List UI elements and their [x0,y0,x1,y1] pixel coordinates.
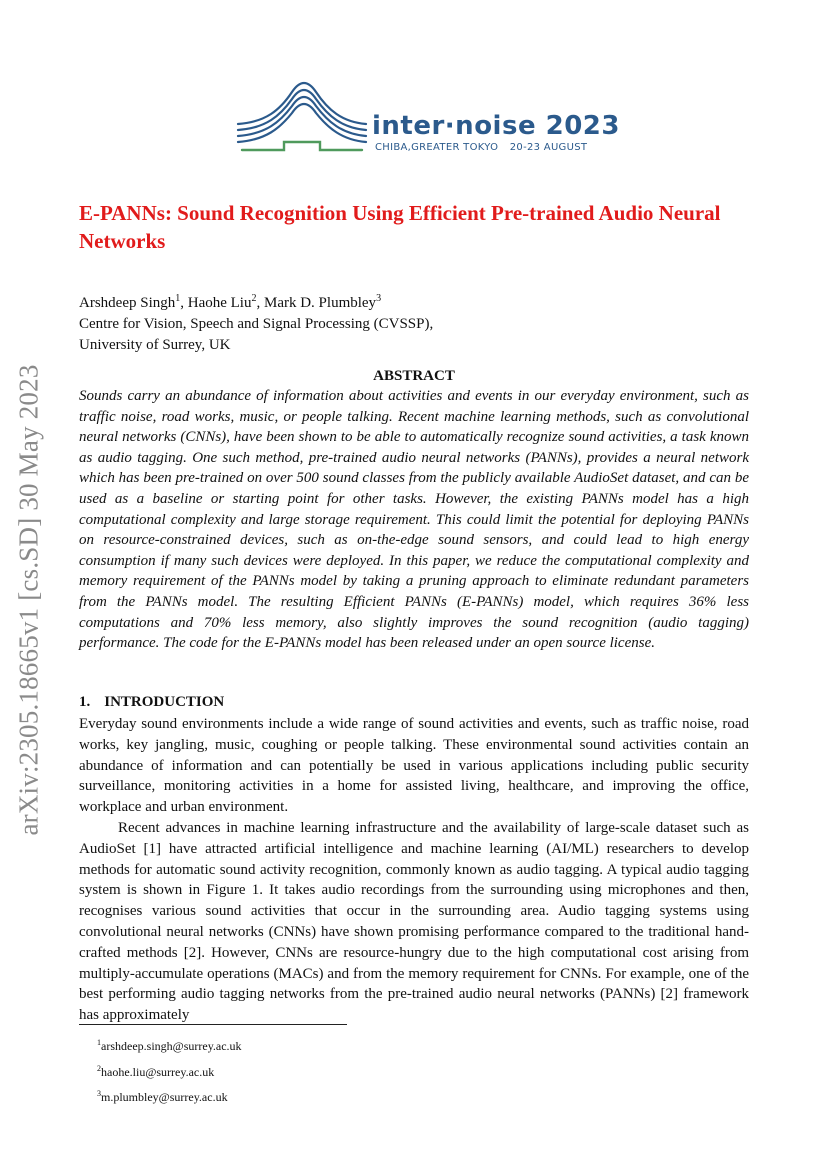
author-name: Haohe Liu [187,295,252,311]
footnote [97,1083,242,1109]
affiliation-line: University of Surrey, UK [79,337,231,353]
footnote-email: arshdeep.singh@surrey.ac.uk [101,1039,242,1053]
section-number: 1. [79,694,91,710]
abstract-heading: ABSTRACT [373,368,455,384]
footnote-email: haohe.liu@surrey.ac.uk [101,1064,215,1079]
conference-name: inter·noise 2023 [372,111,620,141]
conference-dates: 20-23 AUGUST [509,142,588,153]
conference-location: CHIBA,GREATER TOKYO [375,142,499,153]
footnote-mark: 1 [97,1038,101,1047]
body-paragraph: Recent advances in machine learning infrastructure and the availability of large-scale dataset such as AudioSet [1] have attracted artificial intelligence and machine learning (AI/ML) researchers to develop methods for automatic sound activity recognition, commonly known as audio tagging. A typical audio tagging system is shown in Figure 1. It takes audio recordings from the surrounding using microphones and then, recognises various sound activities that occur in the surrounding area. Audio tagging systems using convolutional neural networks (CNNs) have shown promising performance compared to the traditional hand-crafted methods [2]. However, CNNs are resource-hungry due to the high computational cost arising from multiply-accumulate operations (MACs) and from the memory requirement for CNNs. For example, one of the best performing audio tagging networks from the pre-trained audio neural networks (PANNs) [2] framework has approximately [79,819,749,1024]
footnote [97,1058,242,1084]
author-name: Mark D. Plumbley [263,295,377,311]
footnote-divider [79,1024,347,1025]
author-name: Arshdeep Singh [79,295,176,311]
paper-title: E-PANNs: Sound Recognition Using Efficient Pre-trained Audio Neural Networks [79,201,721,253]
author-affiliation-mark: 2 [251,293,257,304]
arxiv-sidebar [6,355,52,845]
conference-subtitle [375,142,595,153]
footnotes [97,1032,242,1109]
affiliation-line: Centre for Vision, Speech and Signal Processing (CVSSP), [79,316,434,332]
author-block [79,288,759,356]
conference-logo-mark [236,76,368,158]
author-separator: , [180,295,188,311]
author-affiliation-mark: 1 [175,293,181,304]
author-affiliation-mark: 3 [376,293,382,304]
author-separator: , [256,295,264,311]
footnote [97,1032,242,1058]
section-title: INTRODUCTION [104,694,225,710]
section-heading [79,692,749,712]
footnote-mark: 3 [97,1089,101,1098]
introduction-body [79,714,749,1026]
footnote-email: m.plumbley@surrey.ac.uk [101,1090,228,1104]
body-paragraph: Everyday sound environments include a wide range of sound activities and events, such as traffic noise, road works, key jangling, music, coughing or people talking. These environmental sound activities contain an abundance of information and can potentially be used in various applications including public security surveillance, monitoring activities in a home for assisted living, healthcare, and improving the office, workplace and urban environment. [79,716,749,816]
arxiv-identifier: arXiv:2305.18665v1 [cs.SD] 30 May 2023 [13,364,44,836]
author-list [79,288,759,314]
abstract-text: Sounds carry an abundance of information about activities and events in our everyday environment, such as traffic noise, road works, music, or people talking. Recent machine learning methods, such as convolutional neural networks (CNNs), have been shown to be able to automatically recognize sound activities, a task known as audio tagging. One such method, pre-trained audio neural networks (PANNs), provides a neural network which has been pre-trained on over 500 sound classes from the publicly available AudioSet dataset, and can be used as a baseline or starting point for other tasks. However, the existing PANNs model has a high computational complexity and large storage requirement. This could limit the potential for deploying PANNs on resource-constrained devices, such as on-the-edge sound sensors, and could lead to high energy consumption if many such devices were deployed. In this paper, we reduce the computational complexity and memory requirement of the PANNs model by taking a pruning approach to eliminate redundant parameters from the PANNs model. The resulting Efficient PANNs (E-PANNs) model, which requires 36% less computations and 70% less memory, also slightly improves the sound recognition (audio tagging) performance. The code for the E-PANNs model has been released under an open source license. [79,388,749,652]
conference-logo [236,76,620,158]
footnote-mark: 2 [97,1063,101,1073]
